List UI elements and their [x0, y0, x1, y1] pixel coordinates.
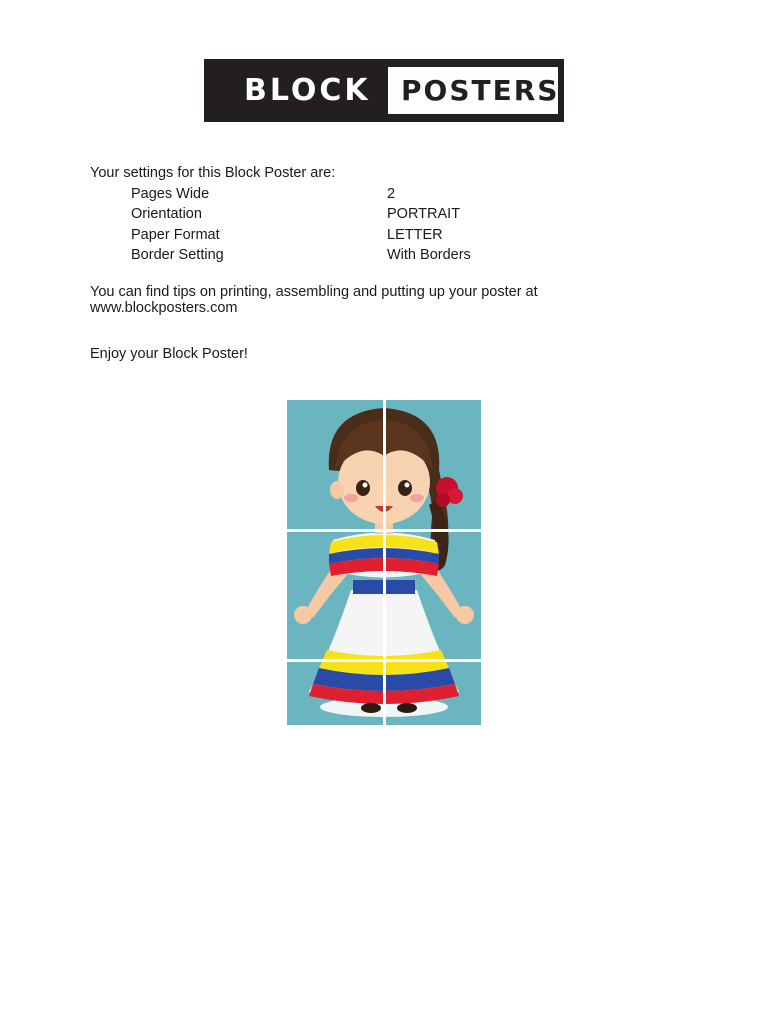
setting-value-paper-format: LETTER — [387, 227, 443, 243]
tips-line: You can find tips on printing, assembling and putting up your poster at — [90, 284, 538, 300]
setting-value-orientation: PORTRAIT — [387, 206, 461, 222]
right-eye — [398, 480, 412, 496]
right-eye-highlight — [405, 483, 410, 488]
poster-preview — [287, 400, 481, 725]
right-cheek — [410, 494, 424, 502]
setting-label-border-setting: Border Setting — [131, 247, 224, 263]
left-shoe — [361, 703, 381, 713]
left-hand — [294, 606, 312, 624]
settings-intro: Your settings for this Block Poster are: — [90, 165, 336, 181]
right-shoe — [397, 703, 417, 713]
grid-line-horizontal — [287, 659, 481, 662]
tips-url: www.blockposters.com — [90, 300, 238, 316]
closing-message: Enjoy your Block Poster! — [90, 346, 248, 362]
logo-word-block: BLOCK — [244, 73, 371, 108]
block-posters-logo — [204, 59, 564, 122]
hair-flower-petal — [436, 493, 450, 507]
poster-illustration — [287, 400, 481, 725]
grid-line-horizontal — [287, 529, 481, 532]
right-hand — [456, 606, 474, 624]
left-ear — [330, 481, 344, 499]
left-cheek — [344, 494, 358, 502]
setting-label-paper-format: Paper Format — [131, 227, 220, 243]
tips-paragraph — [90, 284, 538, 316]
setting-value-pages-wide: 2 — [387, 186, 396, 202]
grid-line-vertical — [383, 400, 386, 725]
setting-label-pages-wide: Pages Wide — [131, 186, 210, 202]
left-eye-highlight — [363, 483, 368, 488]
setting-value-border-setting: With Borders — [387, 247, 471, 263]
left-eye — [356, 480, 370, 496]
setting-label-orientation: Orientation — [131, 206, 202, 222]
logo-posters-box — [388, 67, 558, 114]
logo-word-posters: POSTERS — [401, 74, 560, 107]
